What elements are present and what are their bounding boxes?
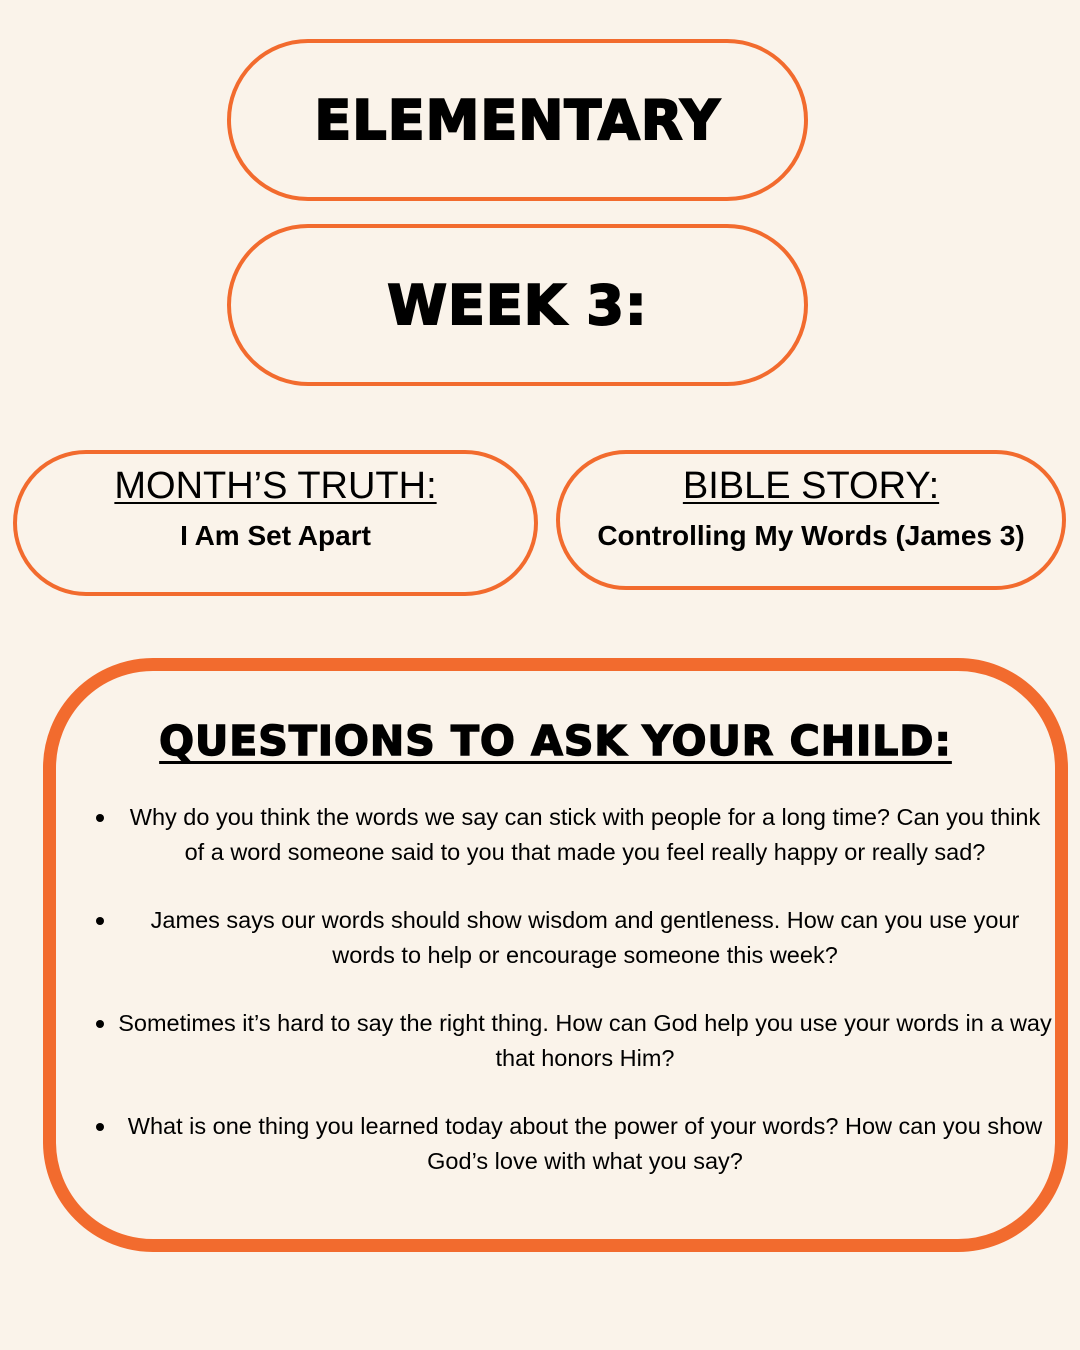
question-text: Why do you think the words we say can stick with people for a long time? Can you think of a word someone said to you that made you feel really happy or really sad? (129, 804, 1041, 865)
months-truth-box (13, 450, 538, 596)
question-item (92, 1006, 1052, 1075)
question-item (92, 903, 1052, 972)
question-text: James says our words should show wisdom and gentleness. How can you use your words to help or encourage someone this week? (150, 907, 1020, 968)
question-list (92, 800, 1052, 1212)
week-pill (227, 224, 808, 386)
level-title: ELEMENTARY (314, 88, 721, 152)
bullet-icon (96, 814, 104, 822)
bullet-icon (96, 1123, 104, 1131)
question-item (92, 800, 1052, 869)
bible-story-text: Controlling My Words (James 3) (597, 520, 1025, 551)
bible-story-heading: BIBLE STORY: (682, 465, 940, 507)
questions-title: QUESTIONS TO ASK YOUR CHILD: (159, 717, 952, 765)
questions-panel (43, 658, 1068, 1252)
months-truth-text: I Am Set Apart (180, 520, 371, 551)
question-text: Sometimes it’s hard to say the right thing. How can God help you use your words in a way that honors Him? (118, 1010, 1052, 1071)
question-text: What is one thing you learned today about the power of your words? How can you show God’s love with what you say? (127, 1113, 1043, 1174)
bible-story-box (556, 450, 1066, 590)
question-item (92, 1109, 1052, 1178)
months-truth-heading: MONTH’S TRUTH: (114, 465, 437, 507)
level-pill (227, 39, 808, 201)
bullet-icon (96, 917, 104, 925)
bullet-icon (96, 1020, 104, 1028)
week-title: WEEK 3: (387, 273, 648, 337)
